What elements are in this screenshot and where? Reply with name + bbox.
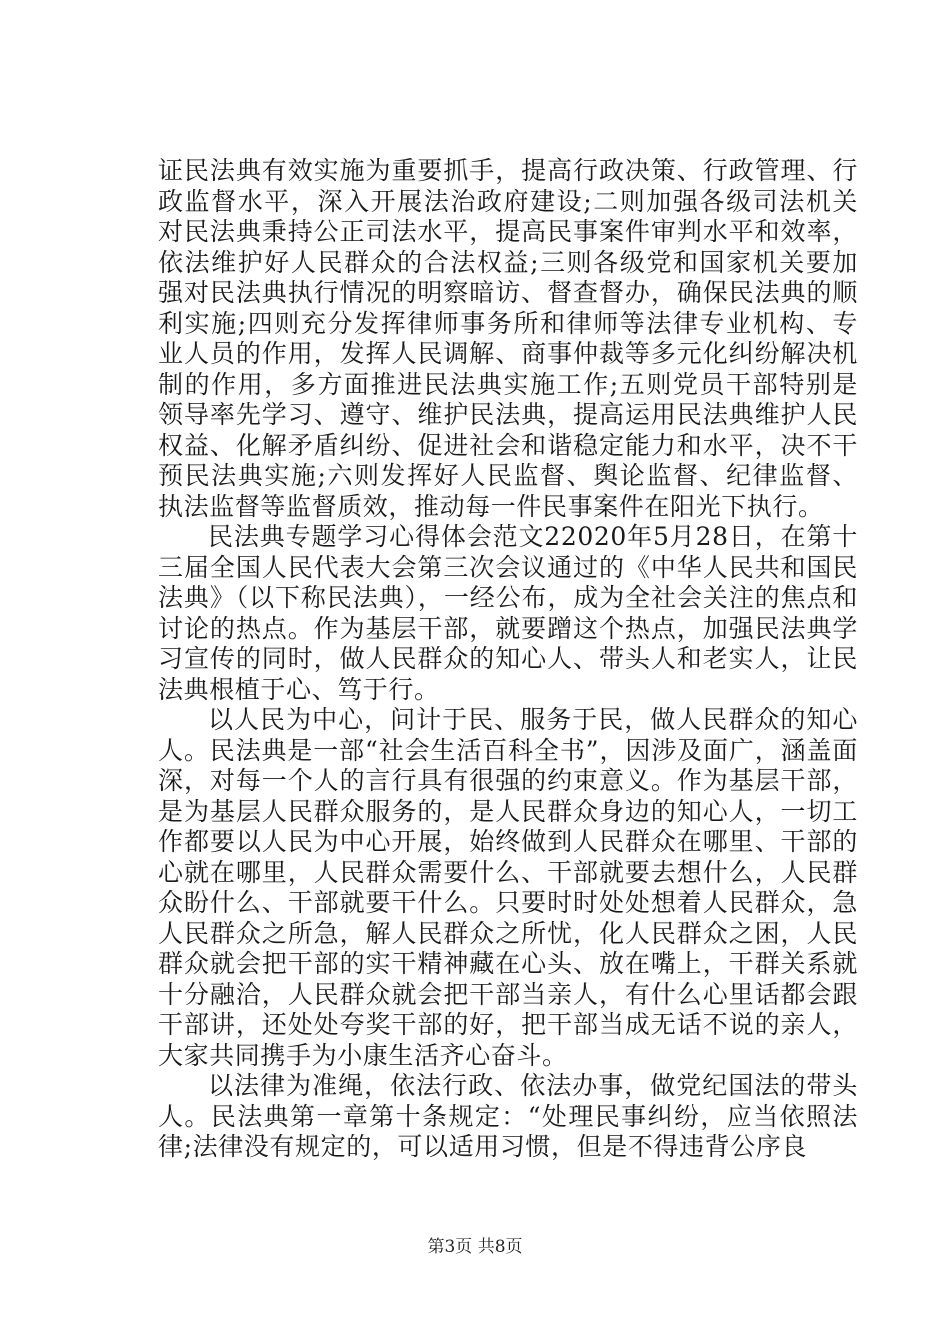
paragraph-3: 以人民为中心，问计于民、服务于民，做人民群众的知心人。民法典是一部“社会生活百科全书”，因涉及面广，涵盖面深，对每一个人的言行具有很强的约束意义。作为基层干部，是为基层人民群众服务的，是人民群众身边的知心人，一切工作都要以人民为中心开展，始终做到人民群众在哪里、干部的心就在哪里，人民群众需要什么、干部就要去想什么，人民群众盼什么、干部就要干什么。只要时时处处想着人民群众，急人民群众之所急，解人民群众之所忧，化人民群众之困，人民群众就会把干部的实干精神藏在心头、放在嘴上，干群关系就十分融洽，人民群众就会把干部当亲人，有什么心里话都会跟干部讲，还处处夸奖干部的好，把干部当成无话不说的亲人，大家共同携手为小康生活齐心奋斗。 (158, 705, 858, 1070)
body-text (158, 156, 858, 1163)
paragraph-2: 民法典专题学习心得体会范文22020年5月28日，在第十三届全国人民代表大会第三次会议通过的《中华人民共和国民法典》（以下称民法典），一经公布，成为全社会关注的焦点和讨论的热点。作为基层干部，就要蹭这个热点，加强民法典学习宣传的同时，做人民群众的知心人、带头人和老实人，让民法典根植于心、笃于行。 (158, 522, 858, 704)
paragraph-4: 以法律为准绳，依法行政、依法办事，做党纪国法的带头人。民法典第一章第十条规定：“处理民事纠纷，应当依照法律;法律没有规定的，可以适用习惯，但是不得违背公序良 (158, 1071, 858, 1161)
page-footer: 第3页 共8页 (427, 1237, 523, 1257)
paragraph-1: 证民法典有效实施为重要抓手，提高行政决策、行政管理、行政监督水平，深入开展法治政府建设;二则加强各级司法机关对民法典秉持公正司法水平，提高民事案件审判水平和效率，依法维护好人民群众的合法权益;三则各级党和国家机关要加强对民法典执行情况的明察暗访、督查督办，确保民法典的顺利实施;四则充分发挥律师事务所和律师等法律专业机构、专业人员的作用，发挥人民调解、商事仲裁等多元化纠纷解决机制的作用，多方面推进民法典实施工作;五则党员干部特别是领导率先学习、遵守、维护民法典，提高运用民法典维护人民权益、化解矛盾纠纷、促进社会和谐稳定能力和水平，决不干预民法典实施;六则发挥好人民监督、舆论监督、纪律监督、执法监督等监督质效，推动每一件民事案件在阳光下执行。 (158, 156, 858, 521)
